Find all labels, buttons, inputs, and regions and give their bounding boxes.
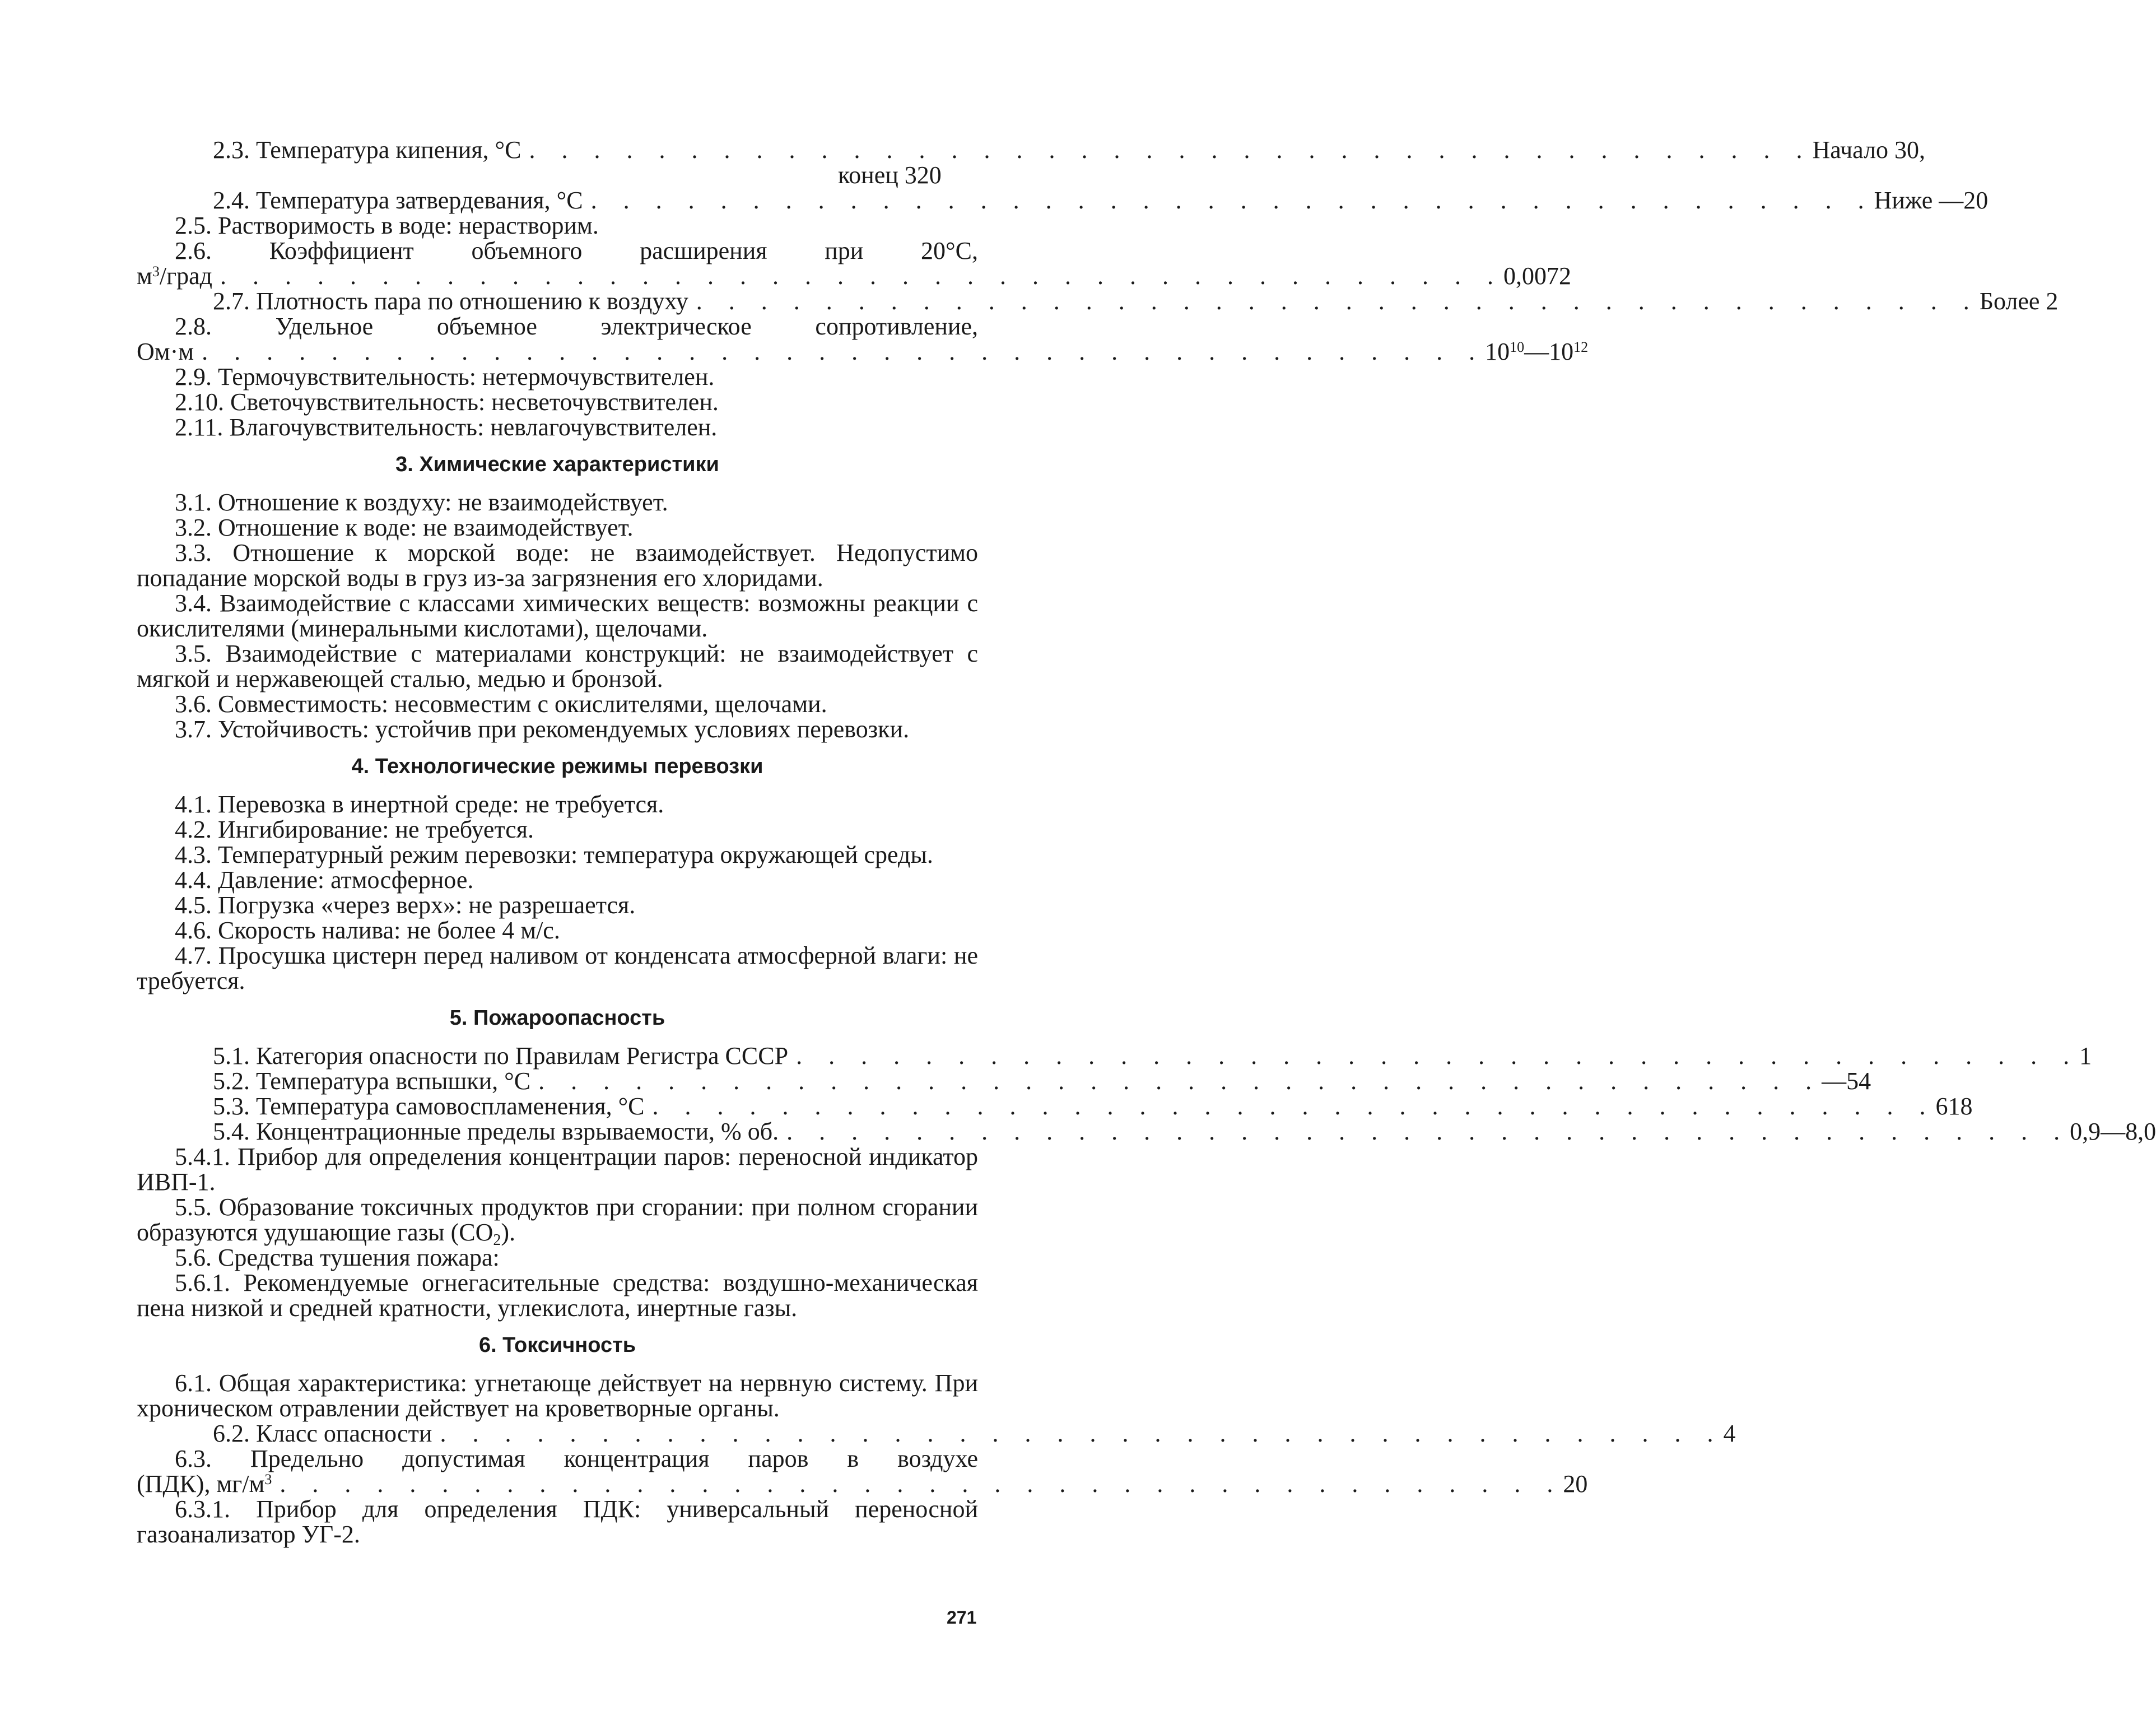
item-4-5: 4.5. Погрузка «через верх»: не разрешается. — [175, 891, 636, 919]
item-6-2 — [137, 1420, 1736, 1447]
item-3-3: 3.3. Отношение к морской воде: не взаимодействует. Недопустимо попадание морской воды в груз из-за загрязнения его хлоридами. — [137, 539, 978, 592]
item-2-10: 2.10. Светочувствительность: несветочувствителен. — [175, 388, 719, 416]
item-5-4-label: 5.4. Концентрационные пределы взрываемости, % об. — [213, 1118, 779, 1145]
document-page — [137, 136, 2156, 1548]
item-2-9: 2.9. Термочувствительность: нетермочувствителен. — [175, 363, 715, 391]
leader-dots: . . . . . . . . . . . . . . . . . . . . . . . . . . . . . . . . . . . . . . . . — [220, 262, 1504, 290]
item-6-2-label: 6.2. Класс опасности — [213, 1420, 432, 1447]
item-2-3-value: Начало 30, — [1812, 136, 1926, 164]
leader-dots: . . . . . . . . . . . . . . . . . . . . . . . . . . . . . . . . . . . . . . . . — [529, 136, 1813, 164]
section-heading-6: 6. Токсичность — [478, 1333, 636, 1357]
item-5-1-label: 5.1. Категория опасности по Правилам Регистра СССР — [213, 1042, 789, 1070]
item-2-8-line1: 2.8. Удельное объемное электрическое сопротивление, — [175, 313, 978, 340]
item-6-3-value: 20 — [1563, 1470, 1588, 1498]
leader-dots: . . . . . . . . . . . . . . . . . . . . . . . . . . . . . . . . . . . . . . . . — [280, 1470, 1563, 1498]
item-3-6: 3.6. Совместимость: несовместим с окислителями, щелочами. — [175, 690, 827, 718]
item-3-5: 3.5. Взаимодействие с материалами конструкций: не взаимодействует с мягкой и нержавеющей сталью, медью и бронзой. — [137, 640, 978, 692]
item-3-2: 3.2. Отношение к воде: не взаимодействует. — [175, 514, 634, 541]
item-5-2-value: —54 — [1822, 1067, 1871, 1095]
item-2-7 — [137, 287, 2059, 315]
item-4-2: 4.2. Ингибирование: не требуется. — [175, 816, 534, 843]
item-5-2 — [137, 1067, 1871, 1095]
item-4-6: 4.6. Скорость налива: не более 4 м/с. — [175, 917, 560, 944]
item-2-6 — [137, 262, 1572, 290]
item-5-4-value: 0,9—8,0 — [2070, 1118, 2156, 1145]
item-2-3-value-cont: конец 320 — [838, 161, 942, 189]
item-4-7: 4.7. Просушка цистерн перед наливом от конденсата атмосферной влаги: не требуется. — [137, 942, 978, 994]
item-2-4-label: 2.4. Температура затвердевания, °С — [213, 187, 583, 214]
section-heading-5: 5. Пожароопасность — [449, 1006, 665, 1030]
item-3-1: 3.1. Отношение к воздуху: не взаимодействует. — [175, 489, 668, 516]
item-5-1 — [137, 1042, 2092, 1070]
item-5-2-label: 5.2. Температура вспышки, °С — [213, 1067, 531, 1095]
leader-dots: . . . . . . . . . . . . . . . . . . . . . . . . . . . . . . . . . . . . . . . . — [202, 338, 1486, 365]
item-5-4-1: 5.4.1. Прибор для определения концентрации паров: переносной индикатор ИВП-1. — [137, 1143, 978, 1196]
item-2-6-unit: $м^3$/град — [137, 262, 213, 290]
item-2-5: 2.5. Растворимость в воде: нерастворим. — [175, 212, 599, 239]
item-2-7-label: 2.7. Плотность пара по отношению к воздуху — [213, 287, 688, 315]
item-5-3-value: 618 — [1935, 1093, 1973, 1120]
item-2-8 — [137, 338, 1589, 365]
item-5-4 — [137, 1118, 2156, 1145]
item-5-6-1: 5.6.1. Рекомендуемые огнегасительные средства: воздушно-механическая пена низкой и средней кратности, углекислота, инертные газы. — [137, 1269, 978, 1322]
item-4-4: 4.4. Давление: атмосферное. — [175, 866, 474, 894]
item-2-3-cont — [137, 162, 978, 188]
leader-dots: . . . . . . . . . . . . . . . . . . . . . . . . . . . . . . . . . . . . . . . . — [538, 1067, 1822, 1095]
leader-dots: . . . . . . . . . . . . . . . . . . . . . . . . . . . . . . . . . . . . . . . . — [590, 187, 1874, 214]
item-2-8-unit: Ом·м — [137, 338, 194, 365]
item-2-7-value: Более 2 — [1979, 287, 2059, 315]
item-3-4: 3.4. Взаимодействие с классами химических веществ: возможны реакции с окислителями (минеральными кислотами), щелочами. — [137, 589, 978, 642]
item-5-3 — [137, 1093, 1973, 1120]
leader-dots: . . . . . . . . . . . . . . . . . . . . . . . . . . . . . . . . . . . . . . . . — [652, 1093, 1936, 1120]
item-2-3 — [137, 136, 1926, 164]
leader-dots: . . . . . . . . . . . . . . . . . . . . . . . . . . . . . . . . . . . . . . . . — [796, 1042, 2080, 1070]
item-2-3-label: 2.3. Температура кипения, °С — [213, 136, 521, 164]
item-6-3-line1: 6.3. Предельно допустимая концентрация паров в воздухе — [175, 1445, 978, 1472]
item-3-7: 3.7. Устойчивость: устойчив при рекомендуемых условиях перевозки. — [175, 715, 910, 743]
item-4-1: 4.1. Перевозка в инертной среде: не требуется. — [175, 791, 664, 818]
item-5-5: 5.5. Образование токсичных продуктов при сгорании: при полном сгорании образуются удушающие газы $(СО_2)$. — [137, 1193, 978, 1249]
leader-dots: . . . . . . . . . . . . . . . . . . . . . . . . . . . . . . . . . . . . . . . . — [786, 1118, 2070, 1145]
item-2-8-value: $10^{10}—10^{12}$ — [1485, 338, 1589, 365]
item-6-2-value: 4 — [1723, 1420, 1736, 1447]
item-6-3-1: 6.3.1. Прибор для определения ПДК: универсальный переносной газоанализатор УГ-2. — [137, 1495, 978, 1548]
item-2-6-line1: 2.6. Коэффициент объемного расширения при 20°С, — [175, 237, 978, 264]
leader-dots: . . . . . . . . . . . . . . . . . . . . . . . . . . . . . . . . . . . . . . . . — [696, 287, 1980, 315]
item-5-6: 5.6. Средства тушения пожара: — [175, 1244, 500, 1271]
item-6-3 — [137, 1470, 1588, 1498]
item-6-1: 6.1. Общая характеристика: угнетающе действует на нервную систему. При хроническом отравлении действует на кроветворные органы. — [137, 1369, 978, 1422]
item-6-3-unit: (ПДК), $мг/м^3$ — [137, 1470, 272, 1498]
section-heading-3: 3. Химические характеристики — [395, 453, 719, 476]
item-2-4 — [137, 187, 1989, 214]
page-number: 271 — [947, 1607, 977, 1628]
leader-dots: . . . . . . . . . . . . . . . . . . . . . . . . . . . . . . . . . . . . . . . . — [440, 1420, 1724, 1447]
item-4-3: 4.3. Температурный режим перевозки: температура окружающей среды. — [175, 841, 933, 868]
item-2-6-value: 0,0072 — [1503, 262, 1572, 290]
item-2-4-value: Ниже —20 — [1874, 187, 1989, 214]
item-5-1-value: 1 — [2079, 1042, 2092, 1070]
item-2-11: 2.11. Влагочувствительность: невлагочувствителен. — [175, 413, 718, 441]
item-5-3-label: 5.3. Температура самовоспламенения, °С — [213, 1093, 645, 1120]
section-heading-4: 4. Технологические режимы перевозки — [351, 755, 763, 778]
